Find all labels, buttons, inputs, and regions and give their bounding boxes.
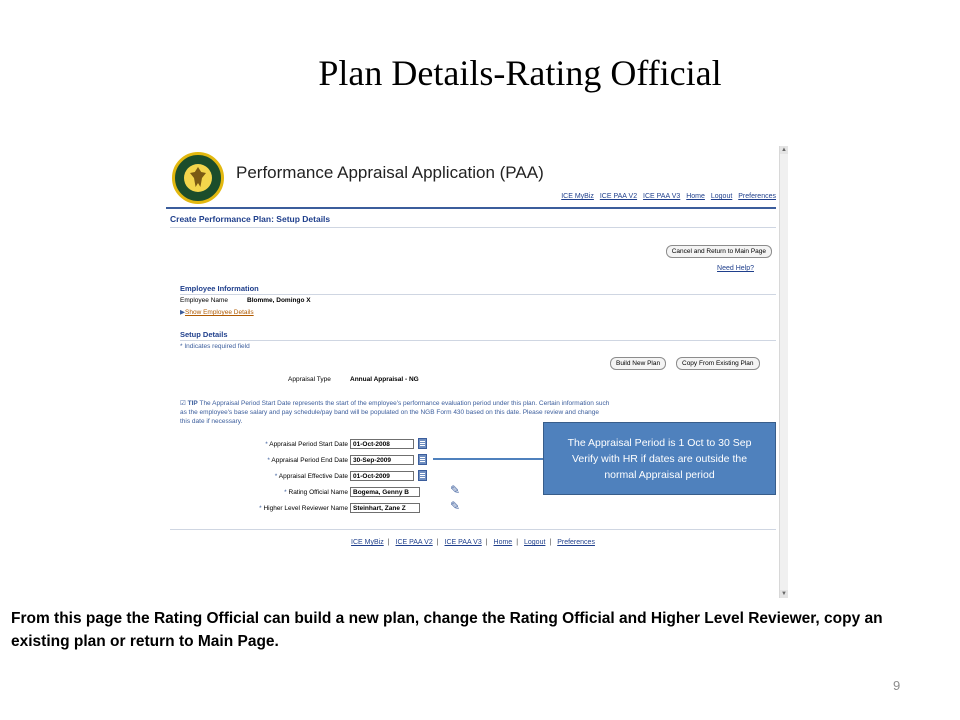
scroll-up-arrow-icon[interactable]: ▲ [781,147,787,153]
tip-label: TIP [187,400,198,407]
flashlight-search-icon[interactable]: ✎ [450,499,461,513]
need-help-link[interactable]: Need Help? [717,265,754,272]
nav-link-ice-mybiz[interactable]: ICE MyBiz [561,193,594,200]
slide-body-text: From this page the Rating Official can build a new plan, change the Rating Official and Higher Level Reviewer, copy an existing plan or return to Main Page. [11,610,883,650]
build-new-plan-button[interactable]: Build New Plan [610,357,666,370]
nav-link-ice-paa-v2[interactable]: ICE PAA V2 [599,193,638,200]
nav-link-home[interactable]: Home [686,193,705,200]
nav-link-preferences[interactable]: Preferences [738,193,776,200]
footer-link-logout[interactable]: Logout [524,539,546,546]
callout-connector-line [433,458,543,460]
heading-divider [170,227,776,228]
calendar-icon[interactable] [418,470,427,481]
nav-link-ice-paa-v3[interactable]: ICE PAA V3 [643,193,681,200]
employee-name-label: Employee Name [180,297,229,304]
top-nav-links [557,193,776,200]
employee-info-divider [180,294,776,295]
footer-link-ice-paa-v3[interactable]: ICE PAA V3 [444,539,482,546]
start-date-label: * Appraisal Period Start Date [265,441,348,448]
calendar-icon[interactable] [418,454,427,465]
rating-official-input[interactable]: Bogema, Genny B [350,487,420,497]
footer-link-preferences[interactable]: Preferences [557,539,595,546]
appraisal-period-callout [543,422,776,495]
footer-link-ice-paa-v2[interactable]: ICE PAA V2 [395,539,433,546]
setup-details-heading: Setup Details [180,330,228,339]
page-heading: Create Performance Plan: Setup Details [170,214,331,224]
footer-divider [170,529,776,530]
callout-line-1: The Appraisal Period is 1 Oct to 30 Sep [567,437,752,449]
effective-date-input[interactable]: 01-Oct-2009 [350,471,414,481]
start-date-input[interactable]: 01-Oct-2008 [350,439,414,449]
slide-title: Plan Details-Rating Official [318,53,722,93]
end-date-input[interactable]: 30-Sep-2009 [350,455,414,465]
calendar-icon[interactable] [418,438,427,449]
app-title: Performance Appraisal Application (PAA) [236,163,544,182]
appraisal-type-value: Annual Appraisal - NG [350,376,419,383]
vertical-scrollbar[interactable] [779,146,788,598]
footer-link-home[interactable]: Home [493,539,513,546]
end-date-label: * Appraisal Period End Date [267,457,348,464]
national-guard-bureau-seal-icon [172,152,224,204]
show-employee-details[interactable] [180,308,254,316]
employee-name-value: Blomme, Domingo X [247,297,311,304]
callout-line-3: normal Appraisal period [604,469,715,481]
reviewer-input[interactable]: Steinhart, Zane Z [350,503,420,513]
callout-line-2: Verify with HR if dates are outside the [571,453,748,465]
reviewer-label: * Higher Level Reviewer Name [259,505,348,512]
nav-link-logout[interactable]: Logout [710,193,733,200]
paa-screenshot [166,146,788,598]
footer-link-ice-mybiz[interactable]: ICE MyBiz [351,539,384,546]
setup-details-divider [180,340,776,341]
appraisal-type-label: Appraisal Type [288,376,331,383]
bottom-nav-links: ICE MyBiz | ICE PAA V2 | ICE PAA V3 | Home | Logout | Preferences [351,539,595,546]
scroll-down-arrow-icon[interactable]: ▼ [781,591,787,597]
tip-text: The Appraisal Period Start Date represents the start of the employee's performance evaluation period under this plan. Certain information such as the employee's base salary and pay schedule/pay band will be populated on the NGB Form 430 based on this date. Please review and change this date if necessary. [180,400,610,425]
effective-date-label: * Appraisal Effective Date [274,473,348,480]
page-number: 9 [893,678,901,693]
cancel-return-button[interactable]: Cancel and Return to Main Page [666,245,772,258]
copy-existing-plan-button[interactable]: Copy From Existing Plan [676,357,760,370]
flashlight-search-icon[interactable]: ✎ [450,483,461,497]
required-field-note: * Indicates required field [180,343,250,350]
employee-info-heading: Employee Information [180,284,259,293]
checkmark-icon: ☑ [180,400,186,407]
expand-triangle-icon: ▶ [180,309,185,316]
header-divider [166,207,776,209]
rating-official-label: * Rating Official Name [284,489,348,496]
show-employee-details-link[interactable]: Show Employee Details [185,309,254,316]
